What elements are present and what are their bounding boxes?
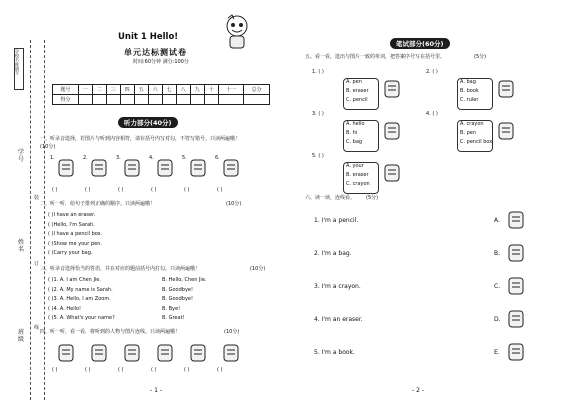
score-cell: 七 (162, 85, 176, 95)
q6-picture-icon (506, 242, 526, 264)
q5-instruction: 五、看一看，选出与图片一致的单词，把答案序号写在括号里。 (305, 54, 446, 60)
score-cell: 总分 (244, 85, 270, 95)
q2-item: ( )Show me your pen. (48, 240, 102, 247)
score-cell: 二 (92, 85, 106, 95)
score-cell (162, 95, 176, 105)
score-cell (120, 95, 134, 105)
q4-picture-icon (155, 342, 175, 364)
q1-answer-blank: ( ) (184, 187, 190, 193)
monkey-mascot-icon (220, 14, 254, 50)
q5-picture-icon (382, 162, 402, 184)
q2-item: ( )I have a pencil box. (48, 231, 103, 237)
q6-letter: D. (494, 316, 501, 323)
q3-instruction: 三、听录音选择恰当的答语，并在对应的题前括号内打勾。只读两遍哦！ (40, 266, 201, 272)
q3-option-a: ( )4. A. Hello! (48, 305, 82, 312)
unit-title: Unit 1 Hello! (118, 32, 179, 42)
q1-picture-icon (89, 157, 109, 179)
q6-sentence: 3. I'm a crayon. (314, 283, 361, 290)
score-cell (218, 95, 244, 105)
q3-option-b: B. Bye! (162, 305, 181, 312)
q3-option-b: B. Hello, Chen Jie. (162, 277, 207, 283)
q6-sentence: 4. I'm an eraser. (314, 316, 363, 323)
q1-answer-blank: ( ) (85, 187, 91, 193)
margin-label-student-id: 学号 (18, 149, 25, 163)
q1-picture-icon (122, 157, 142, 179)
q2-item: ( )Carry your bag. (48, 250, 93, 256)
q3-option-a: ( )2. A. My name is Sarah. (48, 286, 113, 293)
q1-picture-icon (56, 157, 76, 179)
q1-item-number: 5. (182, 155, 187, 161)
score-cell: 四 (120, 85, 134, 95)
q6-picture-icon (506, 275, 526, 297)
margin-cut-1: 装 (34, 195, 40, 201)
q5-option: C. ruler (460, 97, 479, 103)
score-cell (148, 95, 162, 105)
score-cell (190, 95, 204, 105)
q5-option: C. crayon (346, 181, 370, 187)
margin-name-box-label: 学校名称填写 (15, 49, 19, 75)
q1-item-number: 3. (116, 155, 121, 161)
score-cell: 得分 (53, 95, 79, 105)
q1-item-number: 2. (83, 155, 88, 161)
score-cell: 六 (148, 85, 162, 95)
score-cell: 三 (106, 85, 120, 95)
q3-option-a: ( )3. A. Hello, I am Zoom. (48, 296, 111, 302)
q4-answer-blank: ( ) (118, 367, 124, 373)
score-cell: 九 (190, 85, 204, 95)
margin-cut-2: 订 (34, 261, 40, 267)
q6-letter: E. (494, 349, 500, 356)
q5-option: B. eraser (346, 172, 369, 178)
q5-option: A. crayon (460, 121, 484, 127)
score-cell (244, 95, 270, 105)
score-cell: 一 (78, 85, 92, 95)
q1-item-number: 4. (149, 155, 154, 161)
q5-option: A. bag (460, 79, 476, 85)
score-cell (92, 95, 106, 105)
q6-picture-icon (506, 209, 526, 231)
q1-item-number: 1. (50, 155, 55, 161)
q4-answer-blank: ( ) (184, 367, 190, 373)
q5-item-number: 3. ( ) (312, 111, 324, 117)
q3-option-b: B. Goodbye! (162, 286, 193, 293)
q2-item: ( )I have an eraser. (48, 212, 96, 218)
score-cell: 五 (134, 85, 148, 95)
listening-section-title: 听力部分(40分) (118, 117, 178, 128)
q3-option-b: B. Goodbye! (162, 296, 193, 302)
score-cell: 十一 (218, 85, 244, 95)
q5-item-number: 4. ( ) (426, 111, 438, 117)
q4-answer-blank: ( ) (85, 367, 91, 373)
q1-answer-blank: ( ) (151, 187, 157, 193)
q5-option: B. pen (460, 130, 477, 136)
q6-letter: A. (494, 217, 500, 224)
q2-item: ( )Hello, I'm Sarah. (48, 221, 95, 228)
q4-picture-icon (122, 342, 142, 364)
time-info: 时间:60分钟 满分:100分 (133, 59, 189, 65)
q5-option: C. bag (346, 139, 363, 145)
q6-picture-icon (506, 341, 526, 363)
q6-letter: B. (494, 250, 501, 257)
q1-item-number: 6. (215, 155, 220, 161)
q6-instruction: 六、读一读，连线看。 (305, 195, 356, 201)
q5-picture-icon (496, 120, 516, 142)
q5-score: (5分) (474, 54, 487, 60)
q5-option: C. pencil (346, 97, 368, 103)
q4-score: (10分) (224, 329, 240, 335)
margin-line-1 (30, 40, 31, 400)
q2-instruction: 二、听一听，给句子排列正确的顺序。只读两遍哦！ (40, 201, 156, 207)
q4-picture-icon (89, 342, 109, 364)
score-cell (78, 95, 92, 105)
q5-picture-icon (496, 78, 516, 100)
score-cell: 题号 (53, 85, 79, 95)
q5-option: A. pen (346, 79, 362, 85)
q4-instruction: 四、听一听，看一看，将听到的人物与图片连线。只读两遍哦！ (40, 329, 181, 335)
q6-letter: C. (494, 283, 501, 290)
paper-title: 单元达标测试卷 (124, 48, 187, 57)
score-cell: 八 (176, 85, 190, 95)
score-table (52, 84, 270, 105)
q6-sentence: 1. I'm a pencil. (314, 217, 359, 224)
q5-item-number: 5. ( ) (312, 153, 324, 159)
q5-picture-icon (382, 120, 402, 142)
q2-score: (10分) (226, 201, 242, 207)
score-cell (176, 95, 190, 105)
q4-picture-icon (221, 342, 241, 364)
q5-option: C. pencil box (460, 139, 493, 145)
page-number-left: - 1 - (150, 387, 162, 394)
margin-label-name: 姓名 (18, 239, 25, 253)
q3-score: (10分) (250, 266, 266, 272)
q1-picture-icon (188, 157, 208, 179)
q1-picture-icon (155, 157, 175, 179)
q6-sentence: 2. I'm a bag. (314, 250, 352, 257)
q1-instruction: 一、听录音选择，若图片与听到内容相符，请在括号内写对勾，不符写错号。只读两遍哦！ (40, 136, 241, 142)
margin-label-class: 班级 (18, 329, 25, 343)
q6-score: (5分) (366, 195, 379, 201)
score-cell (106, 95, 120, 105)
q5-option: B. eraser (346, 88, 369, 94)
margin-line-2 (44, 40, 45, 400)
q5-item-number: 1. ( ) (312, 69, 324, 75)
q6-picture-icon (506, 308, 526, 330)
q3-option-a: ( )1. A. I am Chen Jie. (48, 277, 101, 283)
q5-item-number: 2. ( ) (426, 69, 438, 75)
q1-answer-blank: ( ) (118, 187, 124, 193)
q1-answer-blank: ( ) (217, 187, 223, 193)
q6-sentence: 5. I'm a book. (314, 349, 355, 356)
q1-score: (10分) (40, 144, 56, 150)
q4-answer-blank: ( ) (151, 367, 157, 373)
q5-option: A. hello (346, 121, 365, 127)
score-cell (204, 95, 218, 105)
q4-answer-blank: ( ) (217, 367, 223, 373)
score-cell (134, 95, 148, 105)
q5-option: B. hi (346, 130, 358, 136)
q3-option-a: ( )5. A. What's your name? (48, 315, 115, 321)
q3-option-b: B. Great! (162, 315, 185, 321)
q1-picture-icon (221, 157, 241, 179)
q4-picture-icon (188, 342, 208, 364)
q5-picture-icon (382, 78, 402, 100)
margin-cut-3: 线 (34, 325, 40, 331)
q5-option: B. book (460, 88, 479, 94)
page-number-right: - 2 - (412, 387, 424, 394)
q4-picture-icon (56, 342, 76, 364)
q4-answer-blank: ( ) (52, 367, 58, 373)
q1-answer-blank: ( ) (52, 187, 58, 193)
q5-option: A. your (346, 163, 364, 169)
written-section-title: 笔试部分(60分) (390, 38, 450, 49)
score-cell: 十 (204, 85, 218, 95)
